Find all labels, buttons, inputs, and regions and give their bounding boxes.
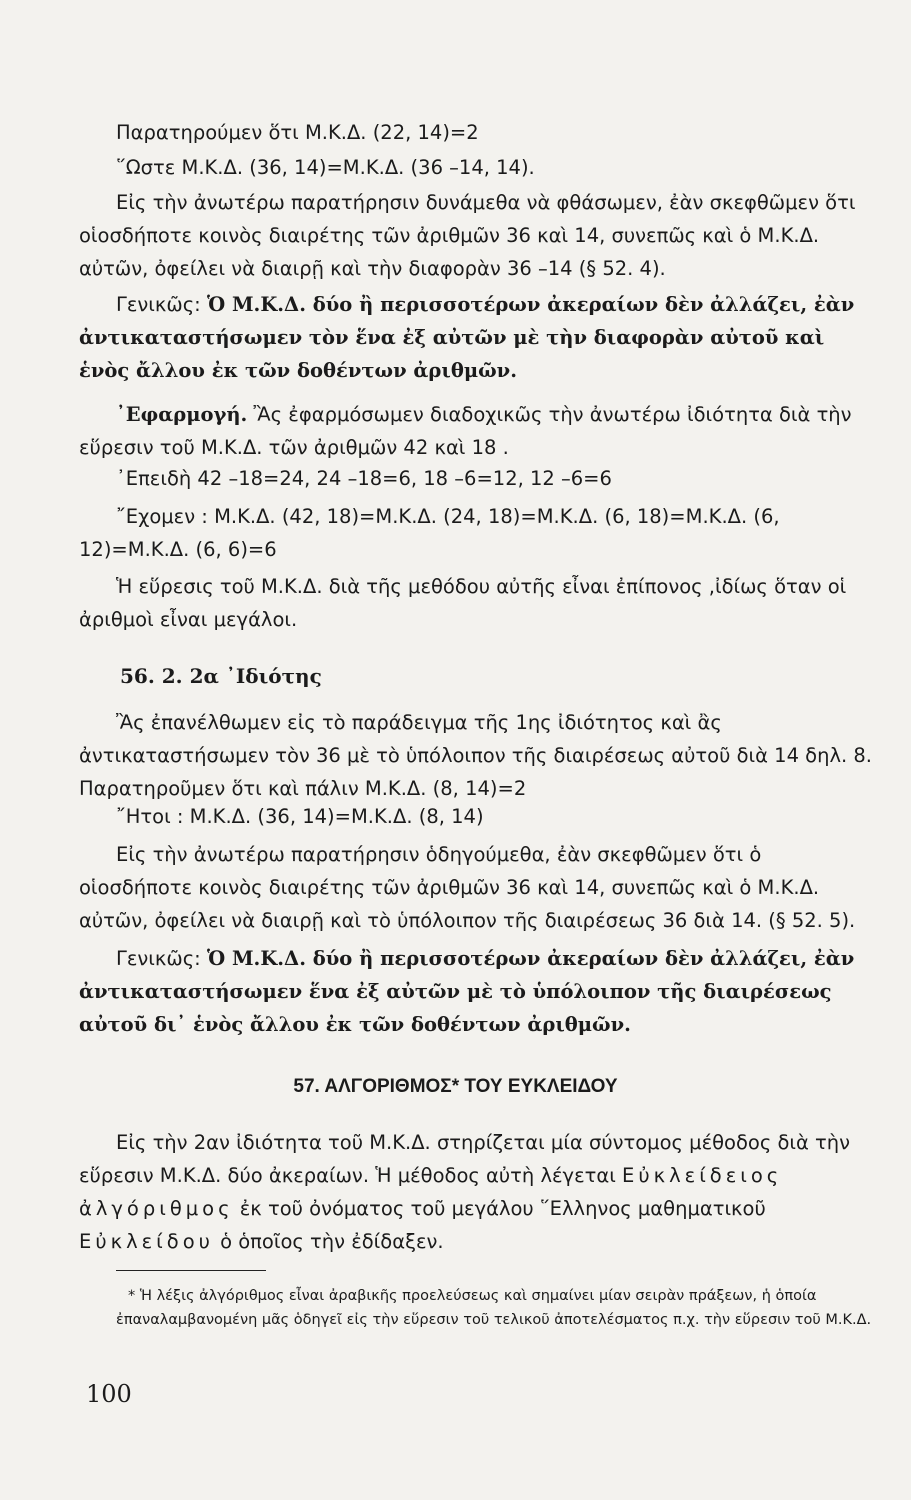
- that-is-line: ῎Ητοι : Μ.Κ.Δ. (36, 14)=Μ.Κ.Δ. (8, 14): [116, 805, 484, 828]
- application-paragraph: [79, 398, 877, 464]
- therefore-line: ῞Ωστε Μ.Κ.Δ. (36, 14)=Μ.Κ.Δ. (36 –14, 14).: [116, 156, 535, 179]
- general-rule-1: [79, 288, 877, 387]
- euclid-text-b: ἐκ τοῦ ὀνόματος τοῦ μεγάλου ῞Ελληνος μαθηματικοῦ: [233, 1197, 766, 1220]
- general-rule-1-lead: Γενικῶς:: [116, 293, 207, 316]
- application-text: Ἂς ἐφαρμόσωμεν διαδοχικῶς τὴν ἀνωτέρω ἰδιότητα διὰ τὴν εὕρεσιν τοῦ Μ.Κ.Δ. τῶν ἀριθμῶν 42 καὶ 18 .: [79, 403, 852, 459]
- paragraph-euclid-algorithm: [79, 1126, 877, 1258]
- general-rule-2: [79, 942, 877, 1041]
- general-rule-1-statement: Ὁ Μ.Κ.Δ. δύο ἢ περισσοτέρων ἀκεραίων δὲν ἀλλάζει, ἐὰν ἀντικαταστήσωμεν τὸν ἕνα ἐξ αὐτῶν μὲ τὴν διαφορὰν αὐτοῦ καὶ ἑνὸς ἄλλου ἐκ τῶν δοθέντων ἀριθμῶν.: [79, 293, 855, 382]
- general-rule-2-lead: Γενικῶς:: [116, 947, 207, 970]
- footnote-algorithm: * Ἡ λέξις ἀλγόριθμος εἶναι ἀραβικῆς προελεύσεως καὶ σημαίνει μίαν σειρὰν πράξεων, ἡ ὁποία ἐπαναλαμβανομένη μᾶς ὁδηγεῖ εἰς τὴν εὕρεσιν τοῦ τελικοῦ ἀποτελέσματος π.χ. τὴν εὕρεσιν τοῦ Μ.Κ.Δ.: [116, 1288, 872, 1328]
- euclid-name: Εὐκλείδου: [79, 1230, 214, 1253]
- observation-line: Παρατηρούμεν ὅτι Μ.Κ.Δ. (22, 14)=2: [116, 121, 479, 144]
- since-line: ᾿Επειδὴ 42 –18=24, 24 –18=6, 18 –6=12, 12 –6=6: [116, 467, 612, 490]
- search-remark: Ἡ εὕρεσις τοῦ Μ.Κ.Δ. διὰ τῆς μεθόδου αὐτῆς εἶναι ἐπίπονος ,ἰδίως ὅταν οἱ ἀριθμοὶ εἶναι μεγάλοι.: [79, 575, 847, 631]
- euclid-text-a: Εἰς τὴν 2αν ἰδιότητα τοῦ Μ.Κ.Δ. στηρίζεται μία σύντομος μέθοδος διὰ τὴν εὕρεσιν Μ.Κ.Δ. δύο ἀκεραίων. Ἡ μέθοδος αὐτὴ λέγεται: [79, 1131, 851, 1187]
- chapter-heading-57: 57. ΑΛΓΟΡΙΘΜΟΣ* ΤΟΥ ΕΥΚΛΕΙΔΟΥ: [293, 1076, 618, 1097]
- paragraph-explanation-2: Εἰς τὴν ἀνωτέρω παρατήρησιν ὁδηγούμεθα, ἐὰν σκεφθῶμεν ὅτι ὁ οἱοσδήποτε κοινὸς διαιρέτης τῶν ἀριθμῶν 36 καὶ 14, συνεπῶς καὶ ὁ Μ.Κ.Δ. αὐτῶν, ὀφείλει νὰ διαιρῇ καὶ τὸ ὑπόλοιπον τῆς διαιρέσεως 36 διὰ 14. (§ 52. 5).: [79, 843, 856, 932]
- footnote-divider: [116, 1270, 266, 1271]
- paragraph-example-revisit: Ἂς ἐπανέλθωμεν εἰς τὸ παράδειγμα τῆς 1ης ἰδιότητος καὶ ἂς ἀντικαταστήσωμεν τὸν 36 μὲ τὸ ὑπόλοιπον τῆς διαιρέσεως αὐτοῦ διὰ 14 δηλ. 8. Παρατηροῦμεν ὅτι καὶ πάλιν Μ.Κ.Δ. (8, 14)=2: [79, 711, 873, 800]
- paragraph-explanation-1: Εἰς τὴν ἀνωτέρω παρατήρησιν δυνάμεθα νὰ φθάσωμεν, ἐὰν σκεφθῶμεν ὅτι οἱοσδήποτε κοινὸς διαιρέτης τῶν ἀριθμῶν 36 καὶ 14, συνεπῶς καὶ ὁ Μ.Κ.Δ. αὐτῶν, ὀφείλει νὰ διαιρῇ καὶ τὴν διαφορὰν 36 –14 (§ 52. 4).: [79, 191, 856, 280]
- application-label: ᾿Εφαρμογή.: [116, 403, 248, 426]
- page-number: 100: [86, 1380, 132, 1408]
- euclid-text-c: ὁ ὁποῖος τὴν ἐδίδαξεν.: [213, 1230, 444, 1253]
- section-heading-56-2: 56. 2. 2α ᾿Ιδιότης: [120, 664, 322, 688]
- euclid-term: Εὐκλείδειος ἀλγόριθμος: [79, 1164, 783, 1220]
- general-rule-2-statement: Ὁ Μ.Κ.Δ. δύο ἢ περισσοτέρων ἀκεραίων δὲν ἀλλάζει, ἐὰν ἀντικαταστήσωμεν ἕνα ἐξ αὐτῶν μὲ τὸ ὑπόλοιπον τῆς διαιρέσεως αὐτοῦ δι᾿ ἑνὸς ἄλλου ἐκ τῶν δοθέντων ἀριθμῶν.: [79, 947, 855, 1036]
- we-have-line: ῎Εχομεν : Μ.Κ.Δ. (42, 18)=Μ.Κ.Δ. (24, 18)=Μ.Κ.Δ. (6, 18)=Μ.Κ.Δ. (6, 12)=Μ.Κ.Δ. (6, 6)=6: [79, 505, 780, 561]
